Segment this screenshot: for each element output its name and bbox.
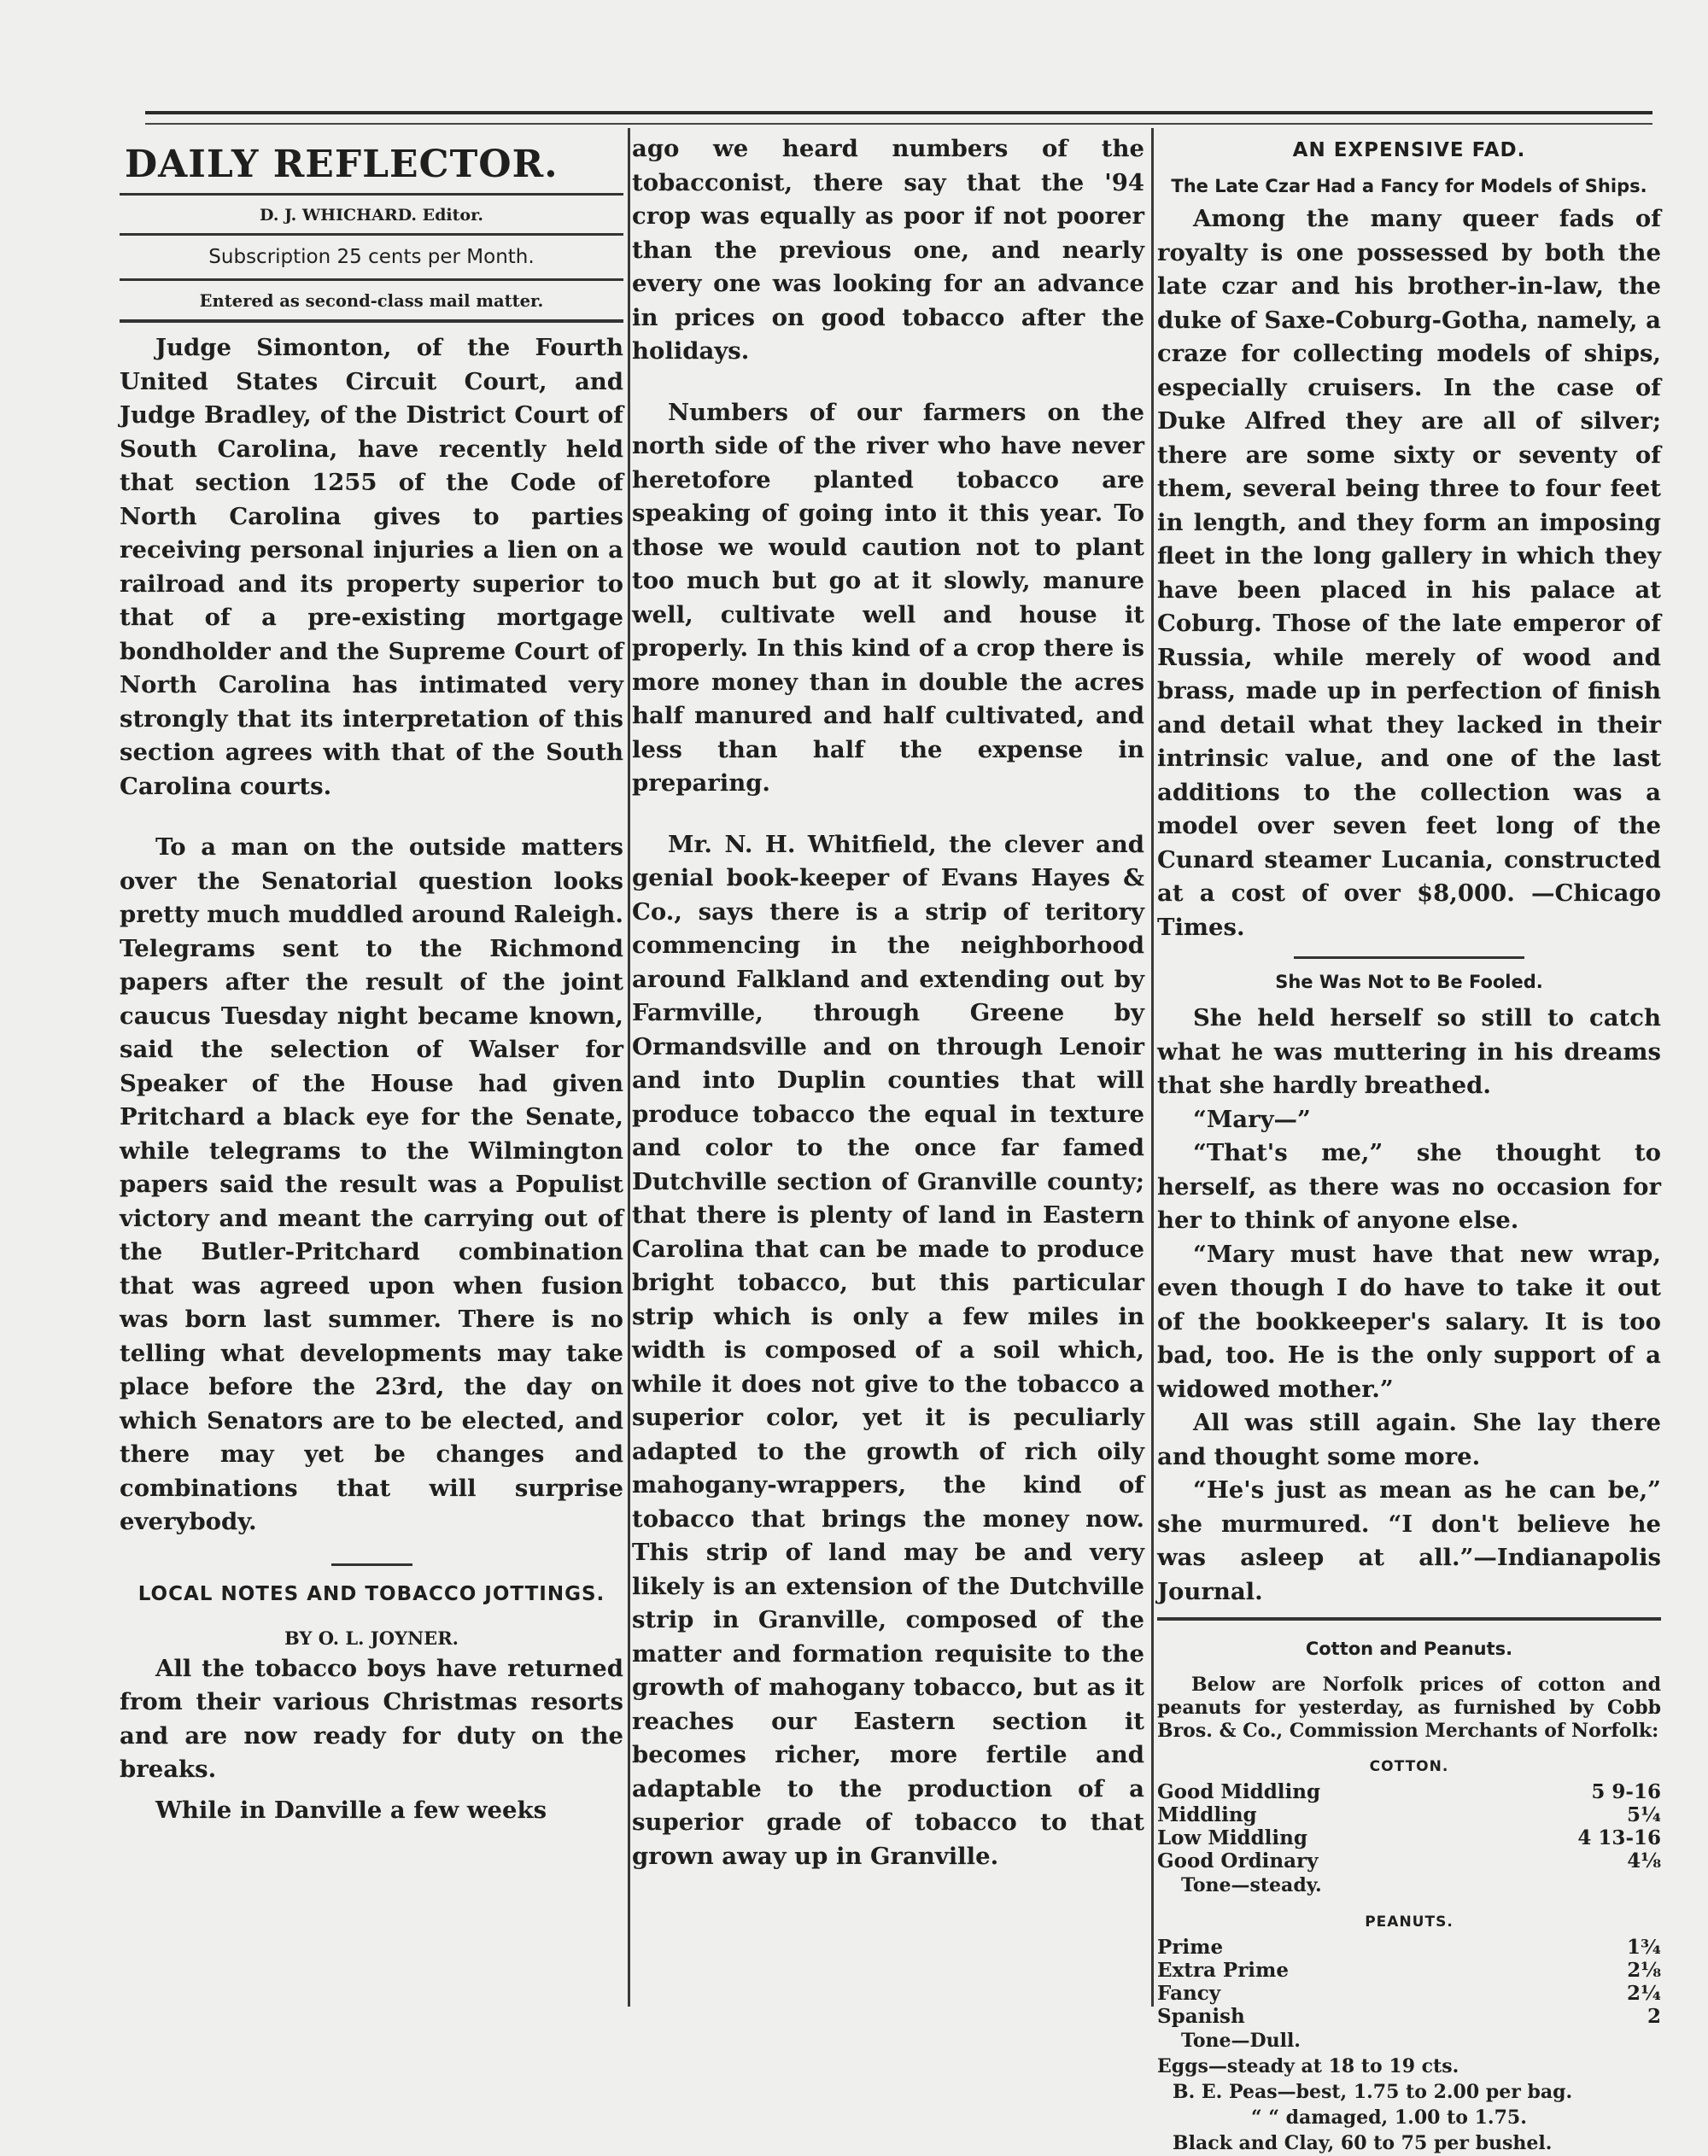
story-line: “Mary must have that new wrap, even though I do have to take it out of the bookkeeper's salary. It is too bad, too. He is the only support of a widowed mother.” [1157,1240,1661,1403]
market-heading: Cotton and Peanuts. [1305,1639,1513,1659]
column-rule-2 [1151,128,1154,2007]
not-fooled-story [1157,1002,1661,1609]
peanut-row: Spanish 2 [1157,2005,1661,2028]
farmers-paragraph: Numbers of our farmers on the north side of the river who have never heretofore planted tobacco are speaking of going into it this year. To those we would caution not to plant too much but go at it slowly, manure well, cultivate well and house it properly. In this kind of a crop there is more money than in double the acres half manured and half cultivated, and less than half the expense in preparing. [632,398,1144,797]
column-2 [632,132,1144,2002]
cotton-row: Good Middling 5 9-16 [1157,1780,1661,1803]
peas-best-price: B. E. Peas—best, 1.75 to 2.00 per bag. [1173,2081,1573,2103]
section-divider [1157,1617,1661,1621]
peanut-tone: Tone—Dull. [1181,2030,1301,2052]
whitfield-paragraph: Mr. N. H. Whitfield, the clever and genial book-keeper of Evans Hayes & Co., says there is a strip of teritory commencing in the neighborhood around Falkland and extending out by Farmville, through Greene by Ormandsville and on through Lenoir and into Duplin counties that will produce tobacco the equal in texture and color to the once far famed Dutchville section of Granville county; that there is plenty of land in Eastern Carolina that can be made to produce bright tobacco, but this particular strip which is only a few miles in width is composed of a soil which, while it does not give to the tobacco a superior color, yet it is peculiarly adapted to the growth of rich oily mahogany-wrappers, the kind of tobacco that brings the money now. This strip of land may be and very likely is an extension of the Dutchville strip in Granville, composed of the matter and formation requisite to the growth of mahogany tobacco, but as it reaches our Eastern section it becomes richer, more fertile and adaptable to the production of a superior grade of tobacco to that grown away up in Granville. [632,830,1144,1870]
column-rule-1 [628,128,630,2007]
danville-paragraph-start: While in Danville a few weeks [155,1796,547,1824]
local-notes-heading: LOCAL NOTES AND TOBACCO JOTTINGS. [137,1582,605,1605]
article-court-ruling: Judge Simonton, of the Fourth United States Circuit Court, and Judge Bradley, of the District Court of South Carolina, have recently held that section 1255 of the Code of North Carolina gives to parties receiving personal injuries a lien on a railroad and its property superior to that of a pre-existing mortgage bondholder and the Supreme Court of North Carolina has intimated very strongly that its interpretation of this section agrees with that of the South Carolina courts. [120,334,623,800]
column-3 [1157,132,1661,2154]
not-fooled-heading: She Was Not to Be Fooled. [1275,972,1543,992]
peanut-row: Prime 1¾ [1157,1936,1661,1959]
story-line: All was still again. She lay there and thought some more. [1157,1409,1661,1470]
eggs-price: Eggs—steady at 18 to 19 cts. [1157,2055,1459,2077]
expensive-fad-heading: AN EXPENSIVE FAD. [1292,139,1526,161]
story-line: “That's me,” she thought to herself, as there was no occasion for her to think of anyone else. [1157,1139,1661,1234]
column-1 [120,132,623,2002]
cotton-row: Low Middling 4 13-16 [1157,1826,1661,1849]
cotton-row: Middling 5¼ [1157,1803,1661,1826]
byline: BY O. L. JOYNER. [284,1627,459,1649]
top-rule-thin [145,123,1652,125]
section-divider [1294,956,1524,959]
market-intro: Below are Norfolk prices of cotton and peanuts for yesterday, as furnished by Cobb Bros. & Co., Commission Merchants of Norfolk: [1157,1674,1661,1742]
peanut-row: Fancy 2¼ [1157,1982,1661,2005]
subscription-line: Subscription 25 cents per Month. [120,233,623,278]
expensive-fad-subhead: The Late Czar Had a Fancy for Models of Ships. [1171,176,1647,196]
top-rule [145,111,1652,114]
story-line: “Mary—” [1193,1105,1311,1133]
cotton-table [1157,1780,1661,1898]
article-senatorial-question: To a man on the outside matters over the Senatorial question looks pretty much muddled around Raleigh. Telegrams sent to the Richmond papers after the result of the joint caucus Tuesday night became known, said the selection of Walser for Speaker of the House had given Pritchard a black eye for the Senate, while telegrams to the Wilmington papers said the result was a Populist victory and meant the carrying out of the Butler-Pritchard combination that was agreed upon when fusion was born last summer. There is no telling what developments may take place before the 23rd, the day on which Senators are to be elected, and there may yet be changes and combinations that will surprise everybody. [120,833,623,1535]
section-divider [331,1563,412,1566]
story-line: She held herself so still to catch what he was muttering in his dreams that she hardly breathed. [1157,1004,1661,1099]
danville-paragraph-continued: ago we heard numbers of the tobacconist, there say that the '94 crop was equally as poor if not poorer than the previous one, and nearly every one was looking for an advance in prices on good tobacco after the holidays. [632,135,1144,365]
tobacco-boys-paragraph: All the tobacco boys have returned from their various Christmas resorts and are now ready for duty on the breaks. [120,1654,623,1783]
cotton-heading: COTTON. [1369,1758,1449,1775]
black-clay-price: Black and Clay, 60 to 75 per bushel. [1173,2132,1553,2154]
cotton-row: Good Ordinary 4⅛ [1157,1849,1661,1873]
entered-line: Entered as second-class mail matter. [120,278,623,323]
expensive-fad-body: Among the many queer fads of royalty is one possessed by both the late czar and his brother-in-law, the duke of Saxe-Coburg-Gotha, namely, a craze for collecting models of ships, especially cruisers. In the case of Duke Alfred they are all of silver; there are some sixty or seventy of them, several being three to four feet in length, and they form an imposing fleet in the long gallery in which they have been placed in his palace at Coburg. Those of the late emperor of Russia, while merely of wood and brass, made up in perfection of finish and detail what they lacked in their intrinsic value, and one of the last additions to the collection was a model over seven feet long of the Cunard steamer Lucania, constructed at a cost of over $8,000. —Chicago Times. [1157,205,1661,941]
peanut-row: Extra Prime 2⅛ [1157,1959,1661,1982]
peanuts-table [1157,1936,1661,2054]
peas-damaged-price: “ “ damaged, 1.00 to 1.75. [1251,2106,1527,2129]
peanuts-heading: PEANUTS. [1365,1914,1454,1931]
masthead-title: DAILY REFLECTOR. [125,143,559,186]
editor-line: D. J. WHICHARD. Editor. [120,193,623,233]
story-line: “He's just as mean as he can be,” she murmured. “I don't believe he was asleep at all.”—Indianapolis Journal. [1157,1476,1661,1605]
cotton-tone: Tone—steady. [1181,1874,1322,1896]
